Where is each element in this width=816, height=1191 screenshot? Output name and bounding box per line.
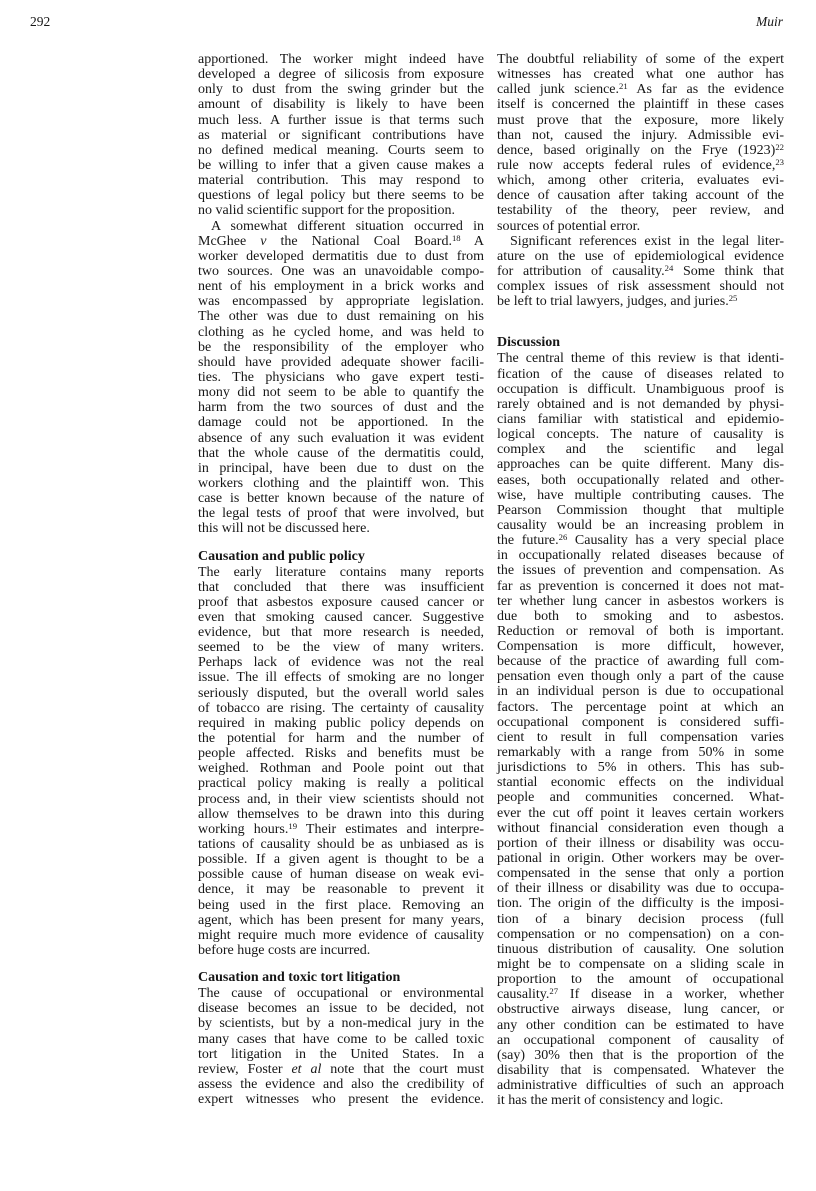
- text-line: seriously disputed, but the overall world sales: [198, 685, 484, 701]
- text-line: Significant references exist in the legal liter-: [510, 233, 784, 249]
- text-line: administrative difficulties of such an approach: [497, 1078, 784, 1094]
- text-line: be the responsibility of the employer who: [198, 339, 484, 355]
- text-run: working hours.: [198, 821, 289, 837]
- text-line: cians familiar with statistical and epidemio-: [497, 411, 784, 427]
- text-line: A somewhat different situation occurred in: [211, 218, 484, 234]
- text-run: called junk science.: [497, 82, 619, 98]
- italic-text: v: [260, 233, 267, 249]
- text-line: should have provided adequate shower facili-: [198, 354, 484, 370]
- text-line: ever the cut off point it leaves certain workers: [497, 805, 784, 821]
- text-line: [497, 82, 784, 97]
- text-line: complex issues of risk assessment should not: [497, 279, 784, 295]
- text-line: obstructive airways disease, lung cancer, or: [497, 1002, 784, 1018]
- text-line: witnesses has created what one author has: [497, 67, 784, 83]
- paragraph: [198, 986, 484, 1107]
- text-line: this will not be discussed here.: [198, 521, 370, 537]
- text-line: possible. If a given agent is thought to be a: [198, 852, 484, 868]
- text-line: rarely obtained and is not demanded by physi-: [497, 396, 784, 412]
- text-line: the legal tests of proof that were involved, but: [198, 506, 484, 522]
- reference-number: 18: [451, 232, 461, 243]
- text-line: harm from the two sources of dust and the: [198, 400, 484, 416]
- text-line: occupational component is considered suffi-: [497, 714, 784, 730]
- text-line: by scientists, but by a non-medical jury in the: [198, 1016, 484, 1032]
- text-line: assess the evidence and also the credibility of: [198, 1077, 484, 1092]
- text-line: tion. The origin of the difficulty is the imposi-: [497, 896, 784, 912]
- text-line: sources of potential error.: [497, 218, 641, 234]
- right-column: [497, 52, 784, 1108]
- text-run: A: [460, 233, 484, 249]
- text-line: remarkably with a range from 50% in some: [497, 745, 784, 761]
- text-line: being used in the first place. Removing an: [198, 897, 484, 913]
- text-line: be willing to infer that a given cause makes a: [198, 157, 484, 173]
- text-line: required in making public policy depends on: [198, 715, 484, 731]
- text-line: dence, it may be reasonable to prevent it: [198, 882, 484, 898]
- text-line: clothing as he cycled home, and was held to: [198, 324, 484, 340]
- text-run: Causality has a very special place: [567, 533, 784, 549]
- text-line: possible cause of human disease on weak evi-: [198, 867, 484, 883]
- text-line: practical policy making is really a political: [198, 776, 484, 792]
- text-line: developed a degree of silicosis from exposure: [198, 67, 484, 83]
- left-column: [198, 52, 484, 1107]
- text-line: factors. The percentage point at which an: [497, 699, 784, 715]
- text-line: portion of their illness or disability was occu-: [497, 835, 784, 851]
- text-line: proportion to the amount of occupational: [497, 972, 784, 988]
- text-line: no defined medical meaning. Courts seem to: [198, 142, 484, 158]
- text-line: ter whether lung cancer in asbestos workers is: [497, 593, 784, 609]
- text-run: McGhee: [198, 233, 261, 249]
- text-line: The doubtful reliability of some of the expert: [497, 52, 784, 67]
- text-line: [198, 822, 484, 837]
- text-run: the National Coal Board.: [266, 233, 452, 249]
- text-line: only to dust from the swing grinder but the: [198, 82, 484, 98]
- text-line: ties. The physicians who gave expert testi-: [198, 369, 484, 385]
- text-line: due both to smoking and to asbestos.: [497, 608, 784, 624]
- paragraph: [497, 234, 784, 310]
- text-line: amount of disability is likely to have been: [198, 97, 484, 113]
- text-line: expert witnesses who present the evidence.: [198, 1092, 484, 1108]
- text-run: causality.: [497, 987, 550, 1003]
- text-run: note that the court must: [321, 1061, 484, 1077]
- text-line: the potential for harm and the number of: [198, 731, 484, 747]
- running-head-author: Muir: [756, 14, 783, 29]
- reference-number: 22: [775, 141, 784, 152]
- text-line: agent, which has been present for many years,: [198, 912, 484, 928]
- reference-number: 23: [775, 156, 784, 167]
- text-run: As far as the evidence: [627, 82, 784, 98]
- text-line: [497, 143, 784, 158]
- text-line: in an individual person is due to occupational: [497, 684, 784, 700]
- text-line: far as prevention is concerned it does not mat-: [497, 578, 784, 594]
- text-line: because of the practice of awarding full com-: [497, 654, 784, 670]
- text-run: the future.: [497, 533, 559, 549]
- text-line: pational in origin. Other workers may be over-: [497, 851, 784, 867]
- text-line: (say) 30% then that is the proportion of the: [497, 1047, 784, 1063]
- text-run: Some think that: [673, 263, 784, 279]
- text-line: as material or significant contributions have: [198, 127, 484, 143]
- text-line: allow themselves to be drawn into this during: [198, 806, 484, 822]
- reference-number: 19: [288, 820, 298, 831]
- text-line: must prove that the exposure, more likely: [497, 112, 784, 128]
- text-line: worker developed dermatitis due to dust from: [198, 248, 484, 264]
- reference-number: 26: [558, 531, 568, 542]
- text-line: many cases that have come to be called toxic: [198, 1031, 484, 1047]
- text-line: even that smoking caused cancer. Suggestive: [198, 609, 484, 625]
- text-line: causality would be an increasing problem in: [497, 517, 784, 533]
- text-line: testability of the theory, peer review, and: [497, 203, 784, 219]
- text-line: itself is concerned the plaintiff in these cases: [497, 97, 784, 113]
- text-run: be left to trial lawyers, judges, and juries.: [497, 294, 729, 310]
- reference-number: 25: [728, 293, 738, 304]
- paragraph: [198, 219, 484, 537]
- text-line: any other condition can be estimated to have: [497, 1017, 784, 1033]
- text-line: Pearson Commission thought that multiple: [497, 502, 784, 518]
- text-run: for attribution of causality.: [497, 263, 665, 279]
- text-line: damage could not be apportioned. In the: [198, 415, 484, 431]
- text-line: The other was due to dust remaining on his: [198, 309, 484, 325]
- text-line: people and communities concerned. What-: [497, 790, 784, 806]
- italic-text: et al: [291, 1061, 322, 1077]
- text-line: approaches can be quite different. Many dis-: [497, 457, 784, 473]
- text-line: weighed. Rothman and Poole point out that: [198, 761, 484, 777]
- text-line: two sources. One was an unavoidable compo-: [198, 263, 484, 279]
- text-line: of their illness or disability was due to occupa-: [497, 881, 784, 897]
- text-line: tort litigation in the United States. In a: [198, 1046, 484, 1062]
- text-line: which, among other criteria, evaluates evi-: [497, 173, 784, 189]
- text-line: compensation or no compensation) on a con-: [497, 926, 784, 942]
- text-line: proof that asbestos exposure caused cancer or: [198, 594, 484, 610]
- section-heading: Causation and toxic tort litigation: [198, 970, 401, 986]
- text-line: fication of the cause of diseases related to: [497, 366, 784, 382]
- text-line: The cause of occupational or environmental: [198, 986, 484, 1002]
- text-run: If disease in a worker, whether: [558, 987, 784, 1003]
- page-number: 292: [30, 14, 51, 29]
- reference-number: 24: [664, 262, 674, 273]
- paragraph: [497, 351, 784, 1108]
- text-line: [198, 1062, 484, 1077]
- text-line: The central theme of this review is that identi-: [497, 351, 784, 367]
- text-line: compensated in the sense that only a portion: [497, 866, 784, 882]
- text-line: than not, caused the injury. Admissible evi-: [497, 127, 784, 143]
- text-line: in occupationally related diseases because of: [497, 548, 784, 564]
- text-line: logical concepts. The nature of causality is: [497, 427, 784, 443]
- text-line: Compensation is more difficult, however,: [497, 639, 784, 655]
- text-line: dence of causation after taking account of the: [497, 188, 784, 204]
- text-line: tinuous distribution of causality. One solution: [497, 941, 784, 957]
- text-line: issue. The ill effects of smoking are no longer: [198, 670, 484, 686]
- text-line: the issues of prevention and compensation. As: [497, 563, 784, 579]
- text-line: [198, 234, 484, 249]
- reference-number: 27: [549, 986, 559, 997]
- text-line: ature on the use of epidemiological evidence: [497, 248, 784, 264]
- text-line: in principal, have been due to dust on the: [198, 460, 484, 476]
- text-line: might be to compensate on a sliding scale in: [497, 957, 784, 973]
- text-line: disability that is compensated. Whatever the: [497, 1063, 784, 1078]
- text-run: Their estimates and interpre-: [297, 821, 484, 837]
- text-line: tion of a binary decision process (full: [497, 911, 784, 927]
- text-line: mony did not seem to be able to quantify the: [198, 385, 484, 401]
- text-line: before huge costs are incurred.: [198, 943, 371, 959]
- text-line: eases, both occupationally related and other-: [497, 472, 784, 488]
- text-line: tations of causality should be as unbiased as is: [198, 837, 484, 853]
- text-run: dence, based originally on the Frye (1923): [497, 142, 776, 158]
- text-line: [497, 533, 784, 548]
- text-line: case is better known because of the nature of: [198, 491, 484, 507]
- section-heading: Causation and public policy: [198, 548, 365, 564]
- text-line: that concluded that there was insufficient: [198, 579, 484, 595]
- text-line: The early literature contains many reports: [198, 564, 484, 580]
- text-line: [497, 987, 784, 1002]
- text-line: might require much more evidence of causality: [198, 927, 484, 943]
- text-line: [497, 158, 784, 173]
- text-line: occupation is difficult. Unambiguous proof is: [497, 381, 784, 397]
- paragraph: [198, 565, 484, 959]
- text-line: much less. A further issue is that terms such: [198, 112, 484, 128]
- text-line: apportioned. The worker might indeed have: [198, 52, 484, 67]
- text-line: people affected. Risks and benefits must be: [198, 746, 484, 762]
- text-line: absence of any such evaluation it was evident: [198, 430, 484, 446]
- text-line: material contribution. This may respond to: [198, 173, 484, 189]
- text-line: without financial consideration even though a: [497, 820, 784, 836]
- text-line: of tobacco are rising. The certainty of causality: [198, 700, 484, 716]
- text-line: questions of legal policy but there seems to be: [198, 188, 484, 204]
- text-line: process and, in their view scientists should not: [198, 791, 484, 807]
- text-run: review, Foster: [198, 1061, 292, 1077]
- text-run: rule now accepts federal rules of evidence,: [497, 157, 776, 173]
- text-line: Perhaps lack of evidence was not the real: [198, 655, 484, 671]
- text-line: pensation even though only a part of the cause: [497, 669, 784, 685]
- text-line: workers clothing and the plaintiff won. This: [198, 475, 484, 491]
- text-line: that the whole cause of the dermatitis could,: [198, 445, 484, 461]
- text-line: no valid scientific support for the proposition.: [198, 203, 456, 219]
- text-line: an occupational component of causality of: [497, 1032, 784, 1048]
- text-line: jurisdictions to 5% in others. This has sub-: [497, 760, 784, 776]
- text-line: it has the merit of consistency and logic.: [497, 1093, 724, 1109]
- text-line: complex and the scientific and legal: [497, 442, 784, 458]
- text-line: Reduction or removal of both is important.: [497, 623, 784, 639]
- text-line: nent of his employment in a brick works and: [198, 279, 484, 295]
- text-line: disease becomes an issue to be decided, not: [198, 1001, 484, 1017]
- text-line: cient to result in full compensation varies: [497, 729, 784, 745]
- paragraph: [198, 52, 484, 219]
- text-line: [497, 264, 784, 279]
- reference-number: 21: [619, 81, 628, 92]
- text-line: wise, have multiple contributing causes. The: [497, 487, 784, 503]
- text-line: evidence, but that more research is needed,: [198, 625, 484, 641]
- text-line: was encompassed by appropriate legislation.: [198, 294, 484, 310]
- text-line: stantial economic effects on the individual: [497, 775, 784, 791]
- paragraph: [497, 52, 784, 234]
- section-heading: Discussion: [497, 335, 561, 351]
- text-line: seemed to be the view of many writers.: [198, 640, 484, 656]
- text-line: [497, 294, 784, 309]
